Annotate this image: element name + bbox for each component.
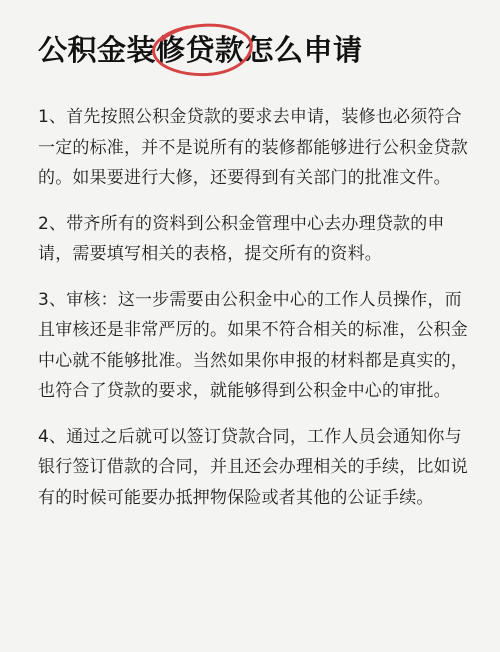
title-area	[38, 28, 470, 84]
paragraph-step-3: 3、审核：这一步需要由公积金中心的工作人员操作，而且审核还是非常严厉的。如果不符合相关的标准，公积金中心就不能够批准。当然如果你申报的材料都是真实的，也符合了贷款的要求，就能够得到公积金中心的审批。	[38, 289, 468, 401]
paragraph-step-1: 1、首先按照公积金贷款的要求去申请，装修也必须符合一定的标准，并不是说所有的装修都能够进行公积金贷款的。如果要进行大修，还要得到有关部门的批准文件。	[38, 107, 468, 188]
page-title: 公积金装修贷款怎么申请	[38, 33, 363, 67]
paragraph-step-2: 2、带齐所有的资料到公积金管理中心去办理贷款的申请，需要填写相关的表格，提交所有的资料。	[38, 213, 445, 264]
content-body	[38, 102, 470, 513]
paragraph-step-4: 4、通过之后就可以签订贷款合同，工作人员会通知你与银行签订借款的合同，并且还会办理相关的手续，比如说有的时候可能要办抵押物保险或者其他的公证手续。	[38, 426, 468, 508]
